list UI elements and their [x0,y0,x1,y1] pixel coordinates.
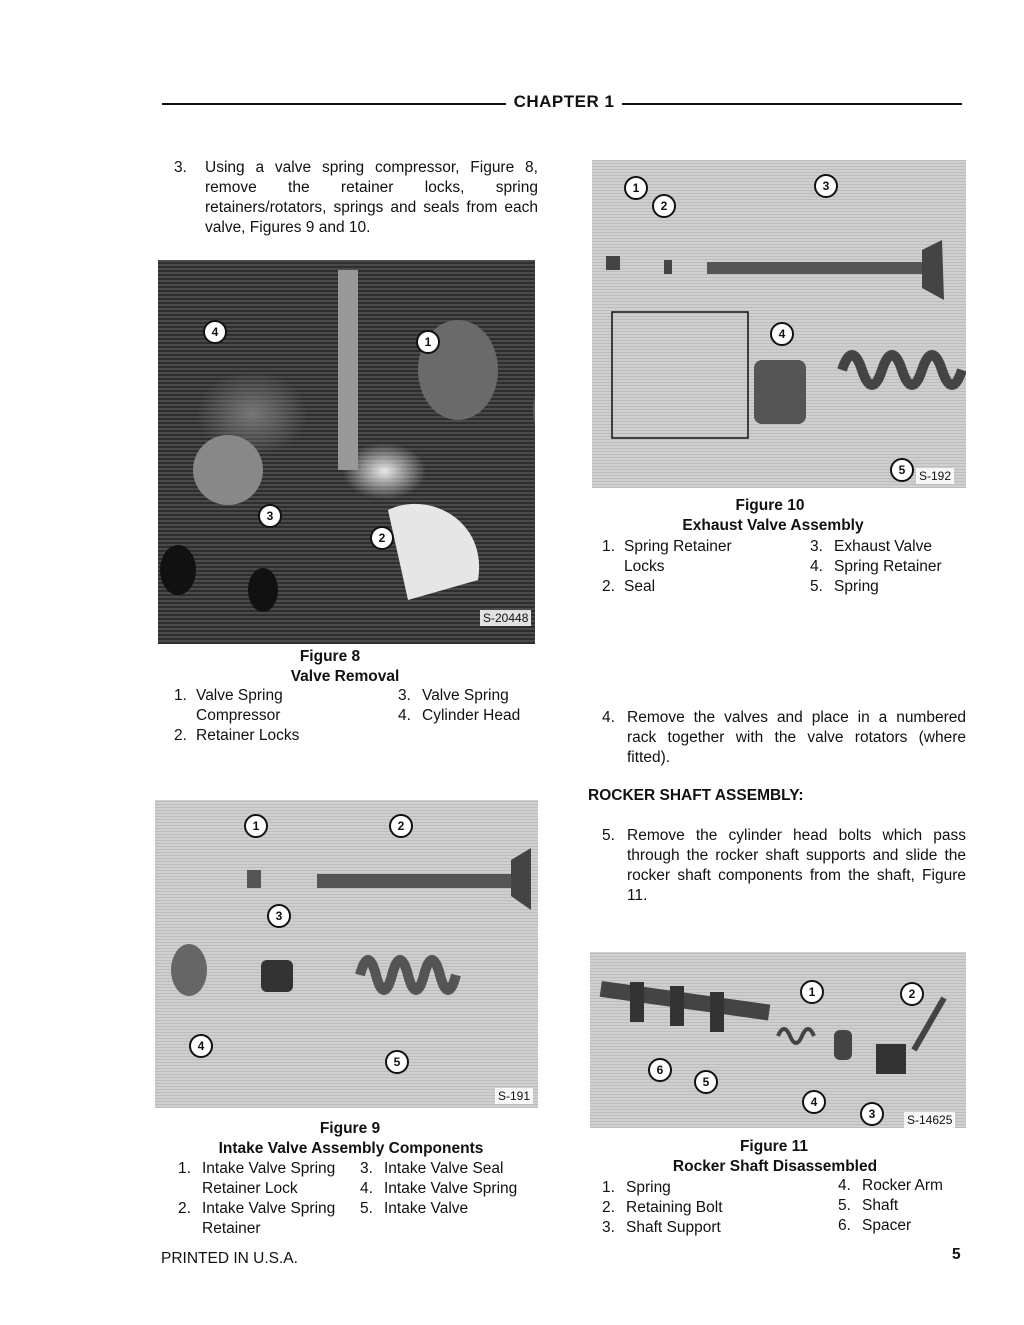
legend-number: 4. [398,707,411,724]
legend-number: 6. [838,1217,851,1234]
figure-10-callout-5: 5 [890,458,914,482]
header-rule-right [620,103,962,105]
figure-10-legend [602,537,962,599]
figure-10-callout-3: 3 [814,174,838,198]
legend-number: 4. [810,558,823,575]
legend-number: 1. [602,1179,615,1196]
legend-label: Intake Valve Seal [384,1160,504,1177]
figure-11-callout-4: 4 [802,1090,826,1114]
legend-number: 5. [810,578,823,595]
legend-label: Spring [626,1179,671,1196]
figure-8-legend [174,686,534,748]
figure-9-callout-3: 3 [267,904,291,928]
legend-label: Cylinder Head [422,707,521,724]
step-4 [602,708,966,766]
figure-11-title: Figure 11 [739,1138,809,1155]
legend-label: Intake Valve Spring [384,1180,518,1197]
legend-label: Retaining Bolt [626,1199,723,1216]
figure-11-callout-2: 2 [900,982,924,1006]
figure-8-callout-2: 2 [370,526,394,550]
figure-11-legend [602,1178,962,1240]
figure-11-photo [590,952,966,1128]
legend-number: 4. [360,1180,373,1197]
header-rule-left [162,103,508,105]
figure-8-callout-3: 3 [258,504,282,528]
figure-9-callout-2: 2 [389,814,413,838]
chapter-title: CHAPTER 1 [506,92,622,112]
step-4-number: 4. [602,709,615,726]
figure-10-callout-1: 1 [624,176,648,200]
legend-label: Shaft [862,1197,899,1214]
figure-9-photo [155,800,538,1108]
legend-label: Retainer Lock [202,1180,298,1197]
figure-8-title: Figure 8 [299,648,361,665]
figure-9-callout-4: 4 [189,1034,213,1058]
figure-10-photo [592,160,966,488]
figure-10-subtitle: Exhaust Valve Assembly [682,517,864,534]
legend-label: Exhaust Valve [834,538,932,555]
legend-number: 3. [602,1219,615,1236]
page-number: 5 [952,1246,961,1263]
figure-11-callout-3: 3 [860,1102,884,1126]
figure-9-subtitle: Intake Valve Assembly Components [218,1140,484,1157]
figure-11-callout-5: 5 [694,1070,718,1094]
legend-number: 5. [360,1200,373,1217]
legend-number: 2. [174,727,187,744]
legend-label: Intake Valve Spring [202,1160,336,1177]
figure-8-callout-4: 4 [203,320,227,344]
figure-11-callout-6: 6 [648,1058,672,1082]
legend-label: Shaft Support [626,1219,721,1236]
legend-label: Intake Valve [384,1200,469,1217]
figure-11-subtitle: Rocker Shaft Disassembled [672,1158,878,1175]
figure-10-callout-4: 4 [770,322,794,346]
figure-8-code: S-20448 [480,610,531,626]
figure-8-illustration [158,260,535,644]
figure-8-photo [158,260,535,644]
rocker-shaft-heading: ROCKER SHAFT ASSEMBLY: [588,787,804,804]
legend-number: 1. [174,687,187,704]
figure-8-callout-1: 1 [416,330,440,354]
figure-9-code: S-191 [495,1088,533,1104]
figure-11-code: S-14625 [904,1112,955,1128]
legend-number: 2. [178,1200,191,1217]
legend-label: Spring [834,578,879,595]
legend-number: 3. [360,1160,373,1177]
legend-label: Rocker Arm [862,1177,943,1194]
step-3 [174,158,538,238]
legend-number: 2. [602,578,615,595]
figure-10-callout-2: 2 [652,194,676,218]
figure-9-title: Figure 9 [319,1120,381,1137]
legend-label: Retainer [202,1220,261,1237]
legend-number: 3. [810,538,823,555]
legend-label: Retainer Locks [196,727,300,744]
step-5-text: Remove the cylinder head bolts which pass through the rocker shaft supports and slide the rocker shaft components from the shaft, Figure 11. [627,827,966,904]
figure-9-legend [178,1159,538,1241]
legend-number: 1. [602,538,615,555]
figure-9-callout-1: 1 [244,814,268,838]
figure-10-code: S-192 [916,468,954,484]
legend-number: 2. [602,1199,615,1216]
legend-number: 5. [838,1197,851,1214]
legend-label: Compressor [196,707,281,724]
legend-label: Intake Valve Spring [202,1200,336,1217]
printed-notice: PRINTED IN U.S.A. [161,1250,298,1267]
step-4-text: Remove the valves and place in a numbered rack together with the valve rotators (where fitted). [627,709,966,766]
figure-11-callout-1: 1 [800,980,824,1004]
figure-8-subtitle: Valve Removal [290,668,400,685]
figure-11-illustration [590,952,966,1128]
step-5-number: 5. [602,827,615,844]
legend-label: Valve Spring [422,687,509,704]
step-3-number: 3. [174,159,187,176]
figure-9-illustration [155,800,538,1108]
legend-number: 1. [178,1160,191,1177]
legend-number: 3. [398,687,411,704]
legend-label: Spring Retainer [624,538,732,555]
legend-label: Locks [624,558,665,575]
legend-label: Valve Spring [196,687,283,704]
step-3-text: Using a valve spring compressor, Figure 8, remove the retainer locks, spring retainers/rotators, springs and seals from each valve, Figures 9 and 10. [205,159,538,236]
step-5 [602,826,966,908]
figure-9-callout-5: 5 [385,1050,409,1074]
legend-label: Spring Retainer [834,558,942,575]
figure-10-title: Figure 10 [735,497,805,514]
legend-label: Seal [624,578,656,595]
legend-label: Spacer [862,1217,912,1234]
legend-number: 4. [838,1177,851,1194]
